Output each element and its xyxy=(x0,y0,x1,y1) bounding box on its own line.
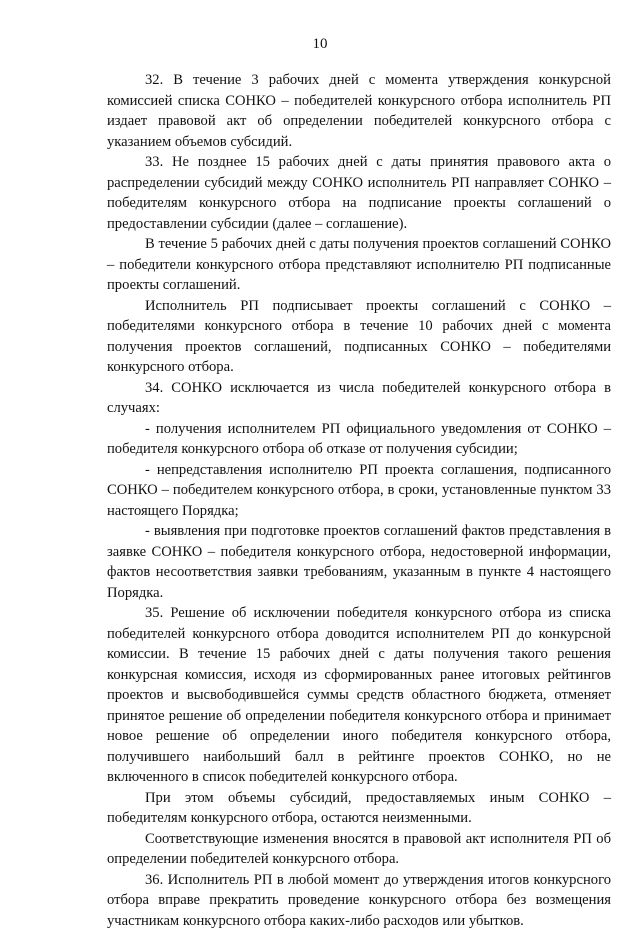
list-item-non-submission: - непредставления исполнителю РП проекта соглашения, подписанного СОНКО – победителем конкурсного отбора, в сроки, установленные пунктом 33 настоящего Порядка; xyxy=(107,460,611,522)
paragraph-35: 35. Решение об исключении победителя конкурсного отбора из списка победителей конкурсного отбора доводится исполнителем РП до конкурсной комиссии. В течение 15 рабочих дней с даты получения такого решения конкурсная комиссия, исходя из сформированных ранее итоговых рейтингов проектов и высвободившейся суммы средств областного бюджета, отменяет принятое решение об определении победителя конкурсного отбора и принимает новое решение об определении иного победителя конкурсного отбора, получившего наибольший балл в рейтинге проектов СОНКО, но не включенного в список победителей конкурсного отбора. xyxy=(107,603,611,788)
paragraph-33-signing: Исполнитель РП подписывает проекты соглашений с СОНКО – победителями конкурсного отбора в течение 10 рабочих дней с момента получения проектов соглашений, подписанных СОНКО – победителями конкурсного отбора. xyxy=(107,296,611,378)
list-item-false-information: - выявления при подготовке проектов соглашений фактов представления в заявке СОНКО – победителя конкурсного отбора, недостоверной информации, фактов несоответствия заявки требованиям, указанным в пункте 4 настоящего Порядка. xyxy=(107,521,611,603)
paragraph-35-subsidy-volumes: При этом объемы субсидий, предоставляемых иным СОНКО – победителям конкурсного отбора, остаются неизменными. xyxy=(107,788,611,829)
list-item-refusal: - получения исполнителем РП официального уведомления от СОНКО – победителя конкурсного отбора об отказе от получения субсидии; xyxy=(107,419,611,460)
paragraph-35-amendments: Соответствующие изменения вносятся в правовой акт исполнителя РП об определении победителей конкурсного отбора. xyxy=(107,829,611,870)
paragraph-33: 33. Не позднее 15 рабочих дней с даты принятия правового акта о распределении субсидий между СОНКО исполнитель РП направляет СОНКО – победителям конкурсного отбора на подписание проекты соглашений о предоставлении субсидии (далее – соглашение). xyxy=(107,152,611,234)
document-body xyxy=(107,70,611,931)
paragraph-32: 32. В течение 3 рабочих дней с момента утверждения конкурсной комиссией списка СОНКО – победителей конкурсного отбора исполнитель РП издает правовой акт об определении победителей конкурсного отбора с указанием объемов субсидий. xyxy=(107,70,611,152)
paragraph-34: 34. СОНКО исключается из числа победителей конкурсного отбора в случаях: xyxy=(107,378,611,419)
paragraph-33-submission: В течение 5 рабочих дней с даты получения проектов соглашений СОНКО – победители конкурсного отбора представляют исполнителю РП подписанные проекты соглашений. xyxy=(107,234,611,296)
page-number: 10 xyxy=(0,34,640,54)
paragraph-36: 36. Исполнитель РП в любой момент до утверждения итогов конкурсного отбора вправе прекратить проведение конкурсного отбора без возмещения участникам конкурсного отбора каких-либо расходов или убытков. xyxy=(107,870,611,931)
